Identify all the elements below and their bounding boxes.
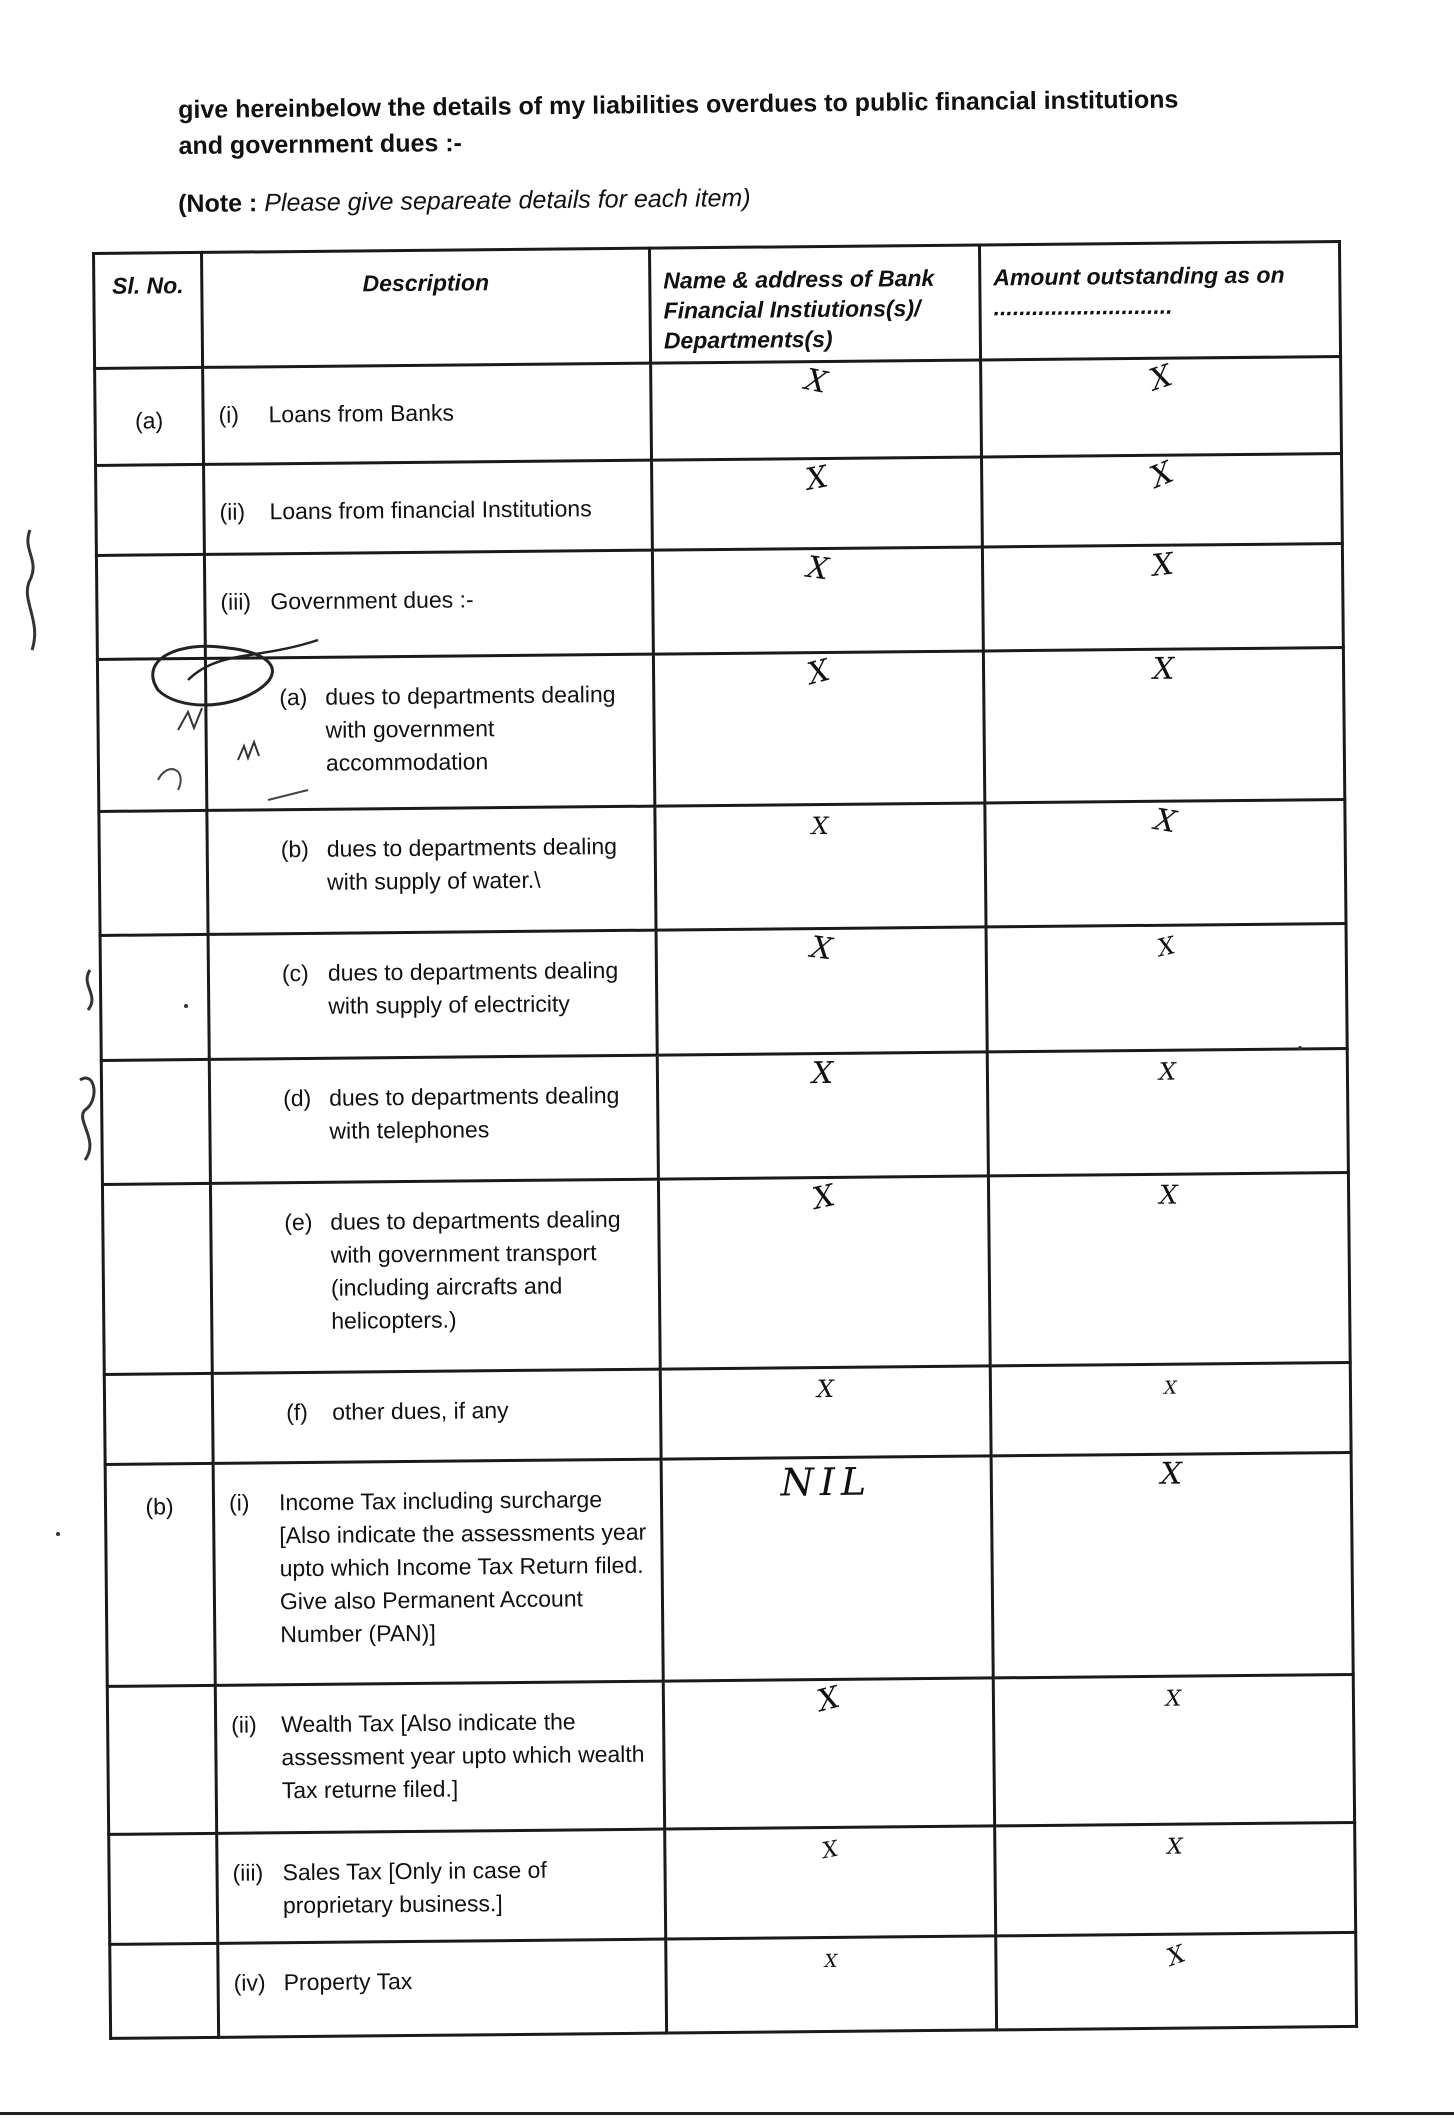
amount-mark: X — [1151, 802, 1179, 841]
row-sl — [96, 464, 205, 555]
amount-mark: X — [1152, 651, 1175, 687]
row-label: (ii) — [219, 498, 246, 525]
bank-mark: X — [802, 459, 831, 498]
amount-mark: X — [1159, 1180, 1179, 1211]
row-label: (iii) — [220, 588, 252, 615]
amount-mark: X — [1165, 1686, 1182, 1712]
row-description: Government dues :- — [270, 586, 474, 615]
amount-mark: X — [1145, 358, 1177, 399]
row-sl — [102, 1183, 212, 1374]
bank-mark: X — [804, 549, 831, 588]
amount-mark: X — [1149, 546, 1176, 584]
margin-signature-scribble — [10, 520, 50, 680]
row-description: dues to departments dealing with government accommodation — [325, 680, 616, 776]
amount-mark: X — [1163, 1377, 1177, 1399]
row-label: (iii) — [232, 1859, 264, 1886]
row-label: (d) — [283, 1084, 312, 1112]
table-row — [95, 357, 1342, 466]
bank-mark: X — [824, 1950, 838, 1973]
bank-nil: NIL — [780, 1459, 873, 1505]
row-description: other dues, if any — [332, 1397, 509, 1425]
row-label: (b) — [280, 835, 309, 863]
bank-mark: X — [809, 1178, 838, 1217]
row-sl: (b) — [105, 1463, 215, 1686]
row-description: dues to departments dealing with government transport (including aircrafts and helicopters.) — [330, 1205, 621, 1334]
row-description: dues to departments dealing with supply of water.\ — [326, 832, 618, 895]
table-row — [104, 1362, 1351, 1464]
row-description: dues to departments dealing with telephones — [329, 1081, 620, 1144]
amount-mark: X — [1166, 1834, 1183, 1860]
row-description: Income Tax including surcharge [Also indicate the assessments year upto which Income Tax Return filed. Give also Permanent Account Number (PAN)] — [278, 1486, 647, 1648]
row-label: (iv) — [233, 1969, 266, 1996]
row-sl — [107, 1685, 216, 1834]
speck — [1298, 1046, 1302, 1050]
row-label: (ii) — [231, 1711, 257, 1738]
amount-mark: X — [1145, 454, 1179, 496]
amount-mark: X — [1158, 1057, 1177, 1086]
table-header-row — [94, 242, 1341, 369]
bank-mark: X — [811, 1055, 834, 1092]
table-row — [100, 923, 1347, 1060]
note-prefix: (Note : — [178, 189, 265, 218]
row-sl — [109, 1833, 218, 1944]
bank-mark: X — [816, 1374, 835, 1404]
speck — [56, 1532, 60, 1536]
row-sl: (a) — [95, 367, 204, 465]
header-description: Description — [202, 248, 651, 367]
bank-mark: X — [811, 811, 829, 841]
table-row — [110, 1932, 1357, 2038]
header-sl-no: Sl. No. — [94, 252, 203, 368]
amount-mark: X — [1160, 1456, 1183, 1492]
note — [178, 184, 751, 219]
bank-mark: X — [803, 652, 834, 693]
bottom-edge-line — [0, 2112, 1454, 2115]
bank-mark: X — [813, 1679, 844, 1720]
row-description: dues to departments dealing with supply of electricity — [327, 956, 619, 1019]
header-bank: Name & address of Bank Financial Instiutions(s)/ Departments(s) — [649, 245, 980, 363]
table-row — [96, 454, 1343, 556]
amount-mark: X — [1154, 931, 1178, 963]
intro-text — [178, 80, 1339, 164]
row-label: (i) — [218, 401, 240, 428]
table-row — [109, 1822, 1356, 1944]
row-description: Loans from Banks — [268, 399, 455, 428]
liabilities-table-wrapper — [92, 240, 1355, 2036]
row-sl — [104, 1373, 213, 1464]
row-label: (a) — [279, 683, 308, 711]
table-row — [107, 1674, 1354, 1834]
margin-initials-scribble — [60, 960, 120, 1180]
note-text: Please give separeate details for each item) — [264, 184, 751, 218]
row-sl — [110, 1943, 219, 2038]
row-description: Wealth Tax [Also indicate the assessment year upto which wealth Tax returne filed.] — [281, 1708, 645, 1804]
bank-mark: X — [801, 362, 830, 401]
intro-line-2: and government dues :- — [178, 129, 463, 160]
row-label: (i) — [228, 1489, 250, 1516]
amount-mark: X — [1162, 1939, 1189, 1972]
speck — [184, 1004, 188, 1008]
table-row — [101, 1048, 1348, 1184]
table-row — [105, 1452, 1353, 1686]
row-label: (c) — [281, 959, 309, 987]
bank-mark: X — [819, 1836, 840, 1865]
row-sl — [99, 810, 208, 935]
header-amount: Amount outstanding as on ............................ — [979, 242, 1340, 360]
row-label: (e) — [284, 1208, 313, 1236]
row-description: Sales Tax [Only in case of proprietary business.] — [282, 1856, 547, 1919]
handwritten-initials-scribble — [118, 560, 348, 820]
liabilities-table — [92, 240, 1358, 2040]
row-label: (f) — [286, 1398, 308, 1426]
table-row — [102, 1172, 1350, 1374]
bank-mark: X — [808, 929, 835, 968]
intro-line-1: give hereinbelow the details of my liabilities overdues to public financial institutions — [178, 85, 1179, 124]
row-description: Property Tax — [283, 1968, 413, 1996]
row-description: Loans from financial Institutions — [269, 495, 592, 525]
